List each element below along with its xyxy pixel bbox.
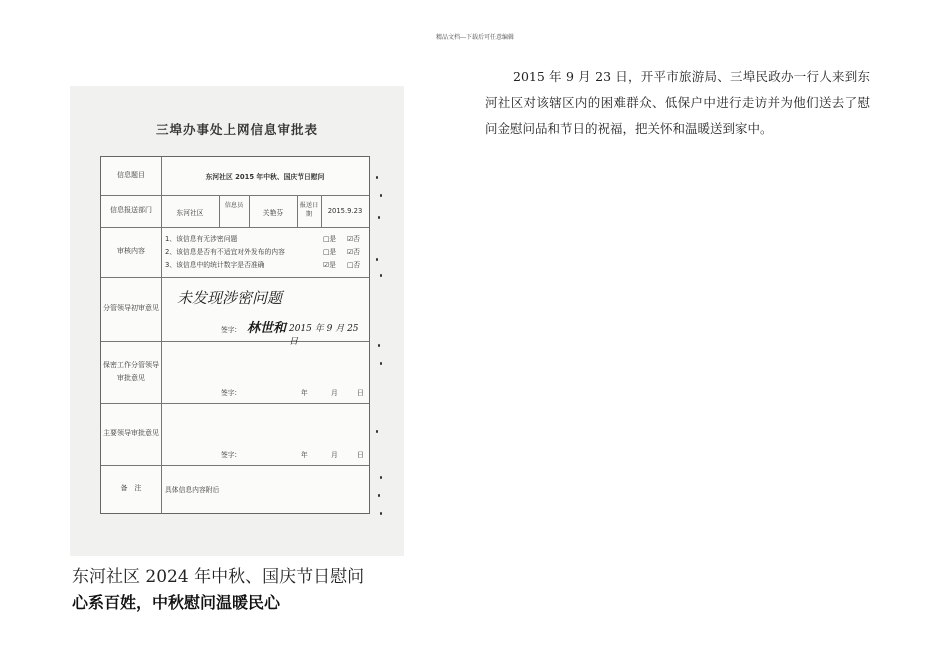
handwritten-opinion: 未发现涉密问题 bbox=[177, 289, 283, 307]
article-subtitle: 心系百姓，中秋慰问温暖民心 bbox=[72, 593, 281, 612]
remarks-value: 具体信息内容附后 bbox=[165, 486, 220, 494]
handwritten-date: 2015 年 9 月 25 日 bbox=[289, 324, 359, 347]
label-security-leader: 保密工作分管领导审批意见 bbox=[101, 341, 162, 403]
review-item-2-no: ☑否 bbox=[347, 248, 360, 256]
info-officer-value: 关艳芬 bbox=[262, 209, 284, 217]
scan-speck bbox=[378, 344, 380, 347]
image-caption: 东河社区 2024 年中秋、国庆节日慰问 bbox=[72, 567, 365, 587]
report-date-label: 报送日期 bbox=[299, 202, 319, 219]
row-remarks bbox=[101, 465, 369, 513]
report-date-value: 2015.9.23 bbox=[327, 207, 363, 215]
review-item-2: 2、该信息是否有不适宜对外发布的内容 bbox=[165, 248, 285, 256]
scan-speck bbox=[376, 176, 378, 179]
scan-speck bbox=[376, 258, 378, 261]
scanned-approval-form bbox=[70, 86, 404, 556]
day-label-3: 日 bbox=[357, 451, 364, 459]
scan-speck bbox=[380, 476, 382, 479]
scan-speck bbox=[378, 216, 380, 219]
review-item-1: 1、该信息有无涉密问题 bbox=[165, 235, 238, 243]
scan-speck bbox=[380, 194, 382, 197]
row-leader-opinion bbox=[101, 277, 369, 347]
scan-speck bbox=[380, 274, 382, 277]
row-info-title bbox=[101, 157, 369, 196]
row-security-leader bbox=[101, 341, 369, 404]
handwritten-signature: 林世和 bbox=[247, 321, 287, 336]
review-item-3: 3、该信息中的统计数字是否准确 bbox=[165, 261, 265, 269]
article-body: 2015 年 9 月 23 日，开平市旅游局、三埠民政办一行人来到东河社区对该辖区内的困难群众、低保户中进行走访并为他们送去了慰问金慰问品和节日的祝福，把关怀和温暖送到家中。 bbox=[485, 69, 870, 136]
scan-speck bbox=[376, 430, 378, 433]
scan-speck bbox=[380, 362, 382, 365]
label-department: 信息报送部门 bbox=[101, 195, 162, 227]
row-main-leader bbox=[101, 403, 369, 466]
year-label-2: 年 bbox=[301, 389, 308, 397]
review-item-1-yes: □是 bbox=[323, 235, 337, 243]
row-review-content bbox=[101, 227, 369, 278]
review-item-1-no: ☑否 bbox=[347, 235, 360, 243]
label-leader-opinion: 分管领导初审意见 bbox=[101, 277, 162, 341]
department-value: 东河社区 bbox=[176, 209, 204, 217]
label-review-content: 审核内容 bbox=[101, 227, 162, 277]
day-label-2: 日 bbox=[357, 389, 364, 397]
sign-label-3: 签字: bbox=[221, 451, 237, 459]
month-label-3: 月 bbox=[331, 451, 338, 459]
review-item-2-yes: □是 bbox=[323, 248, 337, 256]
review-item-3-no: □否 bbox=[347, 261, 361, 269]
info-title-value: 东河社区 2015 年中秋、国庆节日慰问 bbox=[205, 173, 325, 181]
page-header: 精品文档---下载后可任意编辑 bbox=[435, 34, 515, 41]
label-info-title: 信息题目 bbox=[101, 157, 162, 195]
review-item-3-yes: ☑是 bbox=[323, 261, 336, 269]
row-department bbox=[101, 195, 369, 228]
info-officer-label: 信息员 bbox=[224, 202, 244, 209]
label-remarks: 备 注 bbox=[101, 465, 162, 513]
sign-label-1: 签字: bbox=[221, 326, 237, 334]
label-main-leader: 主要领导审批意见 bbox=[101, 403, 162, 465]
sign-label-2: 签字: bbox=[221, 389, 237, 397]
year-label-3: 年 bbox=[301, 451, 308, 459]
form-title: 三埠办事处上网信息审批表 bbox=[155, 122, 318, 137]
scan-speck bbox=[378, 494, 380, 497]
month-label-2: 月 bbox=[331, 389, 338, 397]
scan-speck bbox=[380, 512, 382, 515]
form-table bbox=[100, 156, 370, 514]
